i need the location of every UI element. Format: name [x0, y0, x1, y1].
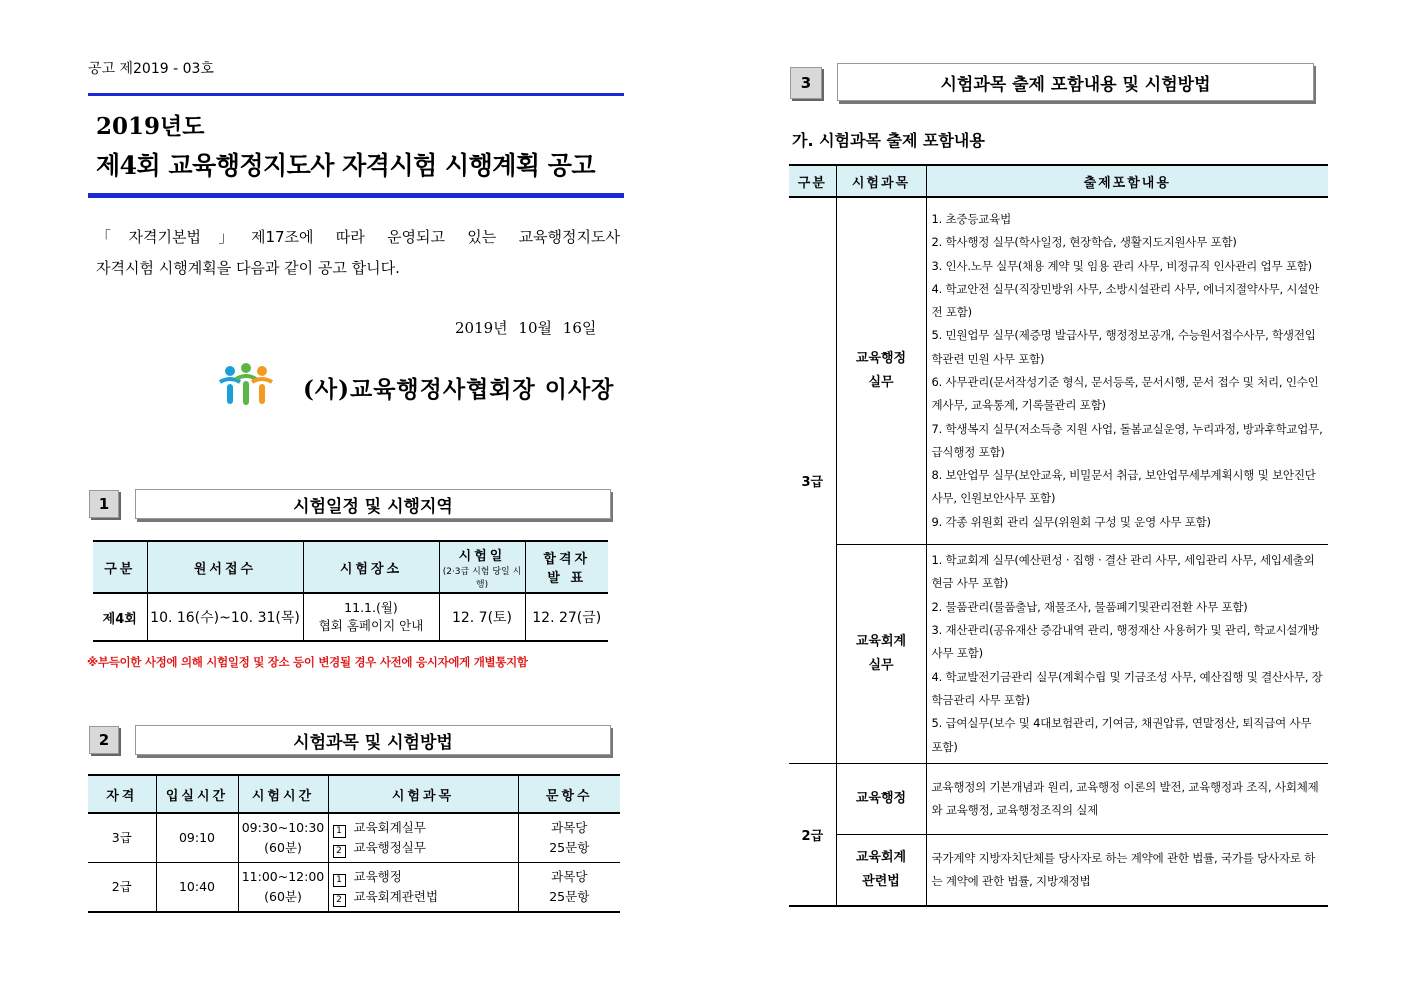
- content-item: 2. 학사행정 실무(학사일정, 현장학습, 생활지도지원사무 포함): [931, 235, 1237, 250]
- entry-time-cell: 09:10: [156, 813, 238, 863]
- header-entry-time: 입실시간: [156, 775, 238, 813]
- table-row: [93, 593, 608, 641]
- header-result-line-2: 발 표: [547, 571, 587, 586]
- header-subjects: 시험과목: [328, 775, 518, 813]
- content-cell: 국가계약 지방자치단체를 당사자로 하는 계약에 관한 법률, 국가를 당사자로 하는 계약에 관한 법률, 지방재정법: [926, 835, 1328, 907]
- exam-time: 09:30~10:30: [241, 820, 325, 835]
- subject-line-2: 관련법: [862, 874, 900, 889]
- subsection-heading: 가. 시험과목 출제 포함내용: [792, 131, 985, 150]
- venue-note: 협회 홈페이지 안내: [318, 618, 424, 633]
- question-count-cell: [518, 813, 620, 863]
- header-application: 원서접수: [147, 541, 303, 593]
- section-2-title: 시험과목 및 시험방법: [135, 725, 611, 755]
- round-cell: 제4회: [93, 593, 147, 641]
- header-exam-date: [439, 541, 525, 593]
- content-item: 5. 민원업무 실무(제증명 발급사무, 행정정보공개, 수능원서접수사무, 학생전입학관련 민원 사무 포함): [931, 328, 1316, 366]
- header-exam-date-note: (2·3급 시험 당일 시행): [442, 566, 522, 590]
- header-result-line-1: 합격자: [543, 552, 591, 567]
- table-row: [789, 835, 1328, 907]
- subject-line-1: 교육행정: [855, 351, 907, 366]
- subject-name: 교육행정: [353, 869, 402, 884]
- exam-content-table: [789, 164, 1328, 907]
- notice-number: 공고 제2019 - 03호: [88, 61, 214, 77]
- grade-3-cell: 3급: [789, 197, 836, 764]
- header-subject: 시험과목: [836, 165, 926, 197]
- question-count-cell: [518, 863, 620, 913]
- page-title: 제4회 교육행정지도사 자격시험 시행계획 공고: [96, 151, 596, 180]
- subject-name: 교육행정실무: [353, 840, 426, 855]
- section-3-number: 3: [790, 67, 822, 99]
- subject-number: 2: [333, 845, 346, 858]
- content-cell: 교육행정의 기본개념과 원리, 교육행정 이론의 발전, 교육행정과 조직, 사회체제와 교육행정, 교육행정조직의 실제: [926, 764, 1328, 835]
- question-count-line-2: 25문항: [549, 889, 590, 904]
- content-item: 3. 재산관리(공유재산 증감내역 관리, 행정재산 사용허가 및 관리, 학교시설개방 사무 포함): [931, 623, 1320, 661]
- title-year: 2019년도: [96, 113, 205, 140]
- three-people-logo-icon: [218, 362, 274, 408]
- header-result: [525, 541, 608, 593]
- subject-cell: [836, 835, 926, 907]
- header-venue: 시험장소: [303, 541, 439, 593]
- grade-cell: 2급: [88, 863, 156, 913]
- header-grade: 자격: [88, 775, 156, 813]
- content-cell: [926, 197, 1328, 545]
- header-exam-time: 시험시간: [238, 775, 328, 813]
- subject-number: 1: [333, 874, 346, 887]
- subject-number: 1: [333, 825, 346, 838]
- content-item: 5. 급여실무(보수 및 4대보험관리, 기여금, 채권압류, 연말정산, 퇴직급여 사무 포함): [931, 716, 1312, 754]
- subject-line-2: 실무: [868, 375, 894, 390]
- content-item: 1. 초중등교육법: [931, 211, 1011, 226]
- exam-time-cell: [238, 863, 328, 913]
- content-item: 6. 사무관리(문서작성기준 형식, 문서등록, 문서시행, 문서 접수 및 처리, 인수인계사무, 교육통계, 기록물관리 포함): [931, 375, 1319, 413]
- result-date-cell: 12. 27(금): [525, 593, 608, 641]
- content-item: 3. 인사.노무 실무(채용 계약 및 임용 관리 사무, 비정규직 인사관리 업무 포함): [931, 258, 1312, 273]
- table-row: [88, 813, 620, 863]
- subject-name: 교육회계관련법: [353, 889, 439, 904]
- venue-cell: [303, 593, 439, 641]
- table-row: [789, 764, 1328, 835]
- section-1-title: 시험일정 및 시행지역: [135, 489, 611, 519]
- content-item: 8. 보안업무 실무(보안교육, 비밀문서 취급, 보안업무세부계획시행 및 보안진단 사무, 인원보안사무 포함): [931, 468, 1316, 506]
- header-exam-date-label: 시험일: [458, 548, 506, 564]
- entry-time-cell: 10:40: [156, 863, 238, 913]
- section-3-title: 시험과목 출제 포함내용 및 시험방법: [837, 63, 1314, 101]
- schedule-table: [93, 540, 608, 642]
- table-row: [789, 197, 1328, 545]
- intro-line-1: 「자격기본법」제17조에 따라 운영되고 있는 교육행정지도사: [96, 228, 620, 246]
- exam-time: 11:00~12:00: [241, 869, 325, 884]
- header-category: 구분: [93, 541, 147, 593]
- content-item: 4. 학교안전 실무(직장민방위 사무, 소방시설관리 사무, 에너지절약사무, 시설안전 포함): [931, 281, 1320, 320]
- table-row: [789, 545, 1328, 764]
- exam-method-table: [88, 774, 620, 913]
- question-count-line-1: 과목당: [551, 869, 588, 884]
- subject-cell: [836, 545, 926, 764]
- subject-line-2: 실무: [868, 658, 894, 673]
- subjects-cell: [328, 863, 518, 913]
- header-content: 출제포함내용: [926, 165, 1328, 197]
- exam-duration: (60분): [264, 840, 302, 855]
- content-item: 7. 학생복지 실무(저소득층 지원 사업, 돌봄교실운영, 누리과정, 방과후학교업무, 급식행정 포함): [931, 421, 1323, 459]
- subject-line-1: 교육회계: [855, 634, 907, 649]
- content-cell: [926, 545, 1328, 764]
- header-question-count: 문항수: [518, 775, 620, 813]
- subject-number: 2: [333, 894, 346, 907]
- question-count-line-1: 과목당: [551, 820, 588, 835]
- subject-cell: [836, 197, 926, 545]
- notice-date: 2019년 10월 16일: [455, 319, 597, 337]
- exam-time-cell: [238, 813, 328, 863]
- title-top-rule: [88, 93, 624, 96]
- grade-cell: 3급: [88, 813, 156, 863]
- schedule-change-warning: ※부득이한 사정에 의해 시험일정 및 장소 등이 변경될 경우 사전에 응시자에게 개별통지함: [87, 655, 528, 669]
- subject-line-1: 교육회계: [855, 850, 907, 865]
- content-item: 9. 각종 위원회 관리 실무(위원회 구성 및 운영 사무 포함): [931, 514, 1211, 529]
- content-item: 2. 물품관리(물품출납, 재물조사, 물품폐기및관리전환 사무 포함): [931, 599, 1248, 614]
- subjects-cell: [328, 813, 518, 863]
- section-1-number: 1: [89, 490, 119, 518]
- organization-name: (사)교육행정사협회장 이사장: [303, 376, 615, 403]
- intro-line-2: 자격시험 시행계획을 다음과 같이 공고 합니다.: [96, 259, 400, 277]
- table-row: [88, 863, 620, 913]
- exam-duration: (60분): [264, 889, 302, 904]
- grade-2-cell: 2급: [789, 764, 836, 907]
- content-item: 4. 학교발전기금관리 실무(계획수립 및 기금조성 사무, 예산집행 및 결산사무, 장학금관리 사무 포함): [931, 669, 1323, 707]
- subject-name: 교육회계실무: [353, 820, 426, 835]
- application-period-cell: 10. 16(수)~10. 31(목): [147, 593, 303, 641]
- exam-date-cell: 12. 7(토): [439, 593, 525, 641]
- venue-date: 11.1.(월): [344, 600, 398, 615]
- content-item: 1. 학교회계 실무(예산편성 · 집행 · 결산 관리 사무, 세입관리 사무, 세입세출외현금 사무 포함): [931, 553, 1315, 591]
- header-category: 구분: [789, 165, 836, 197]
- subject-cell: 교육행정: [836, 764, 926, 835]
- title-bottom-rule: [88, 193, 624, 198]
- section-2-number: 2: [89, 726, 119, 754]
- question-count-line-2: 25문항: [549, 840, 590, 855]
